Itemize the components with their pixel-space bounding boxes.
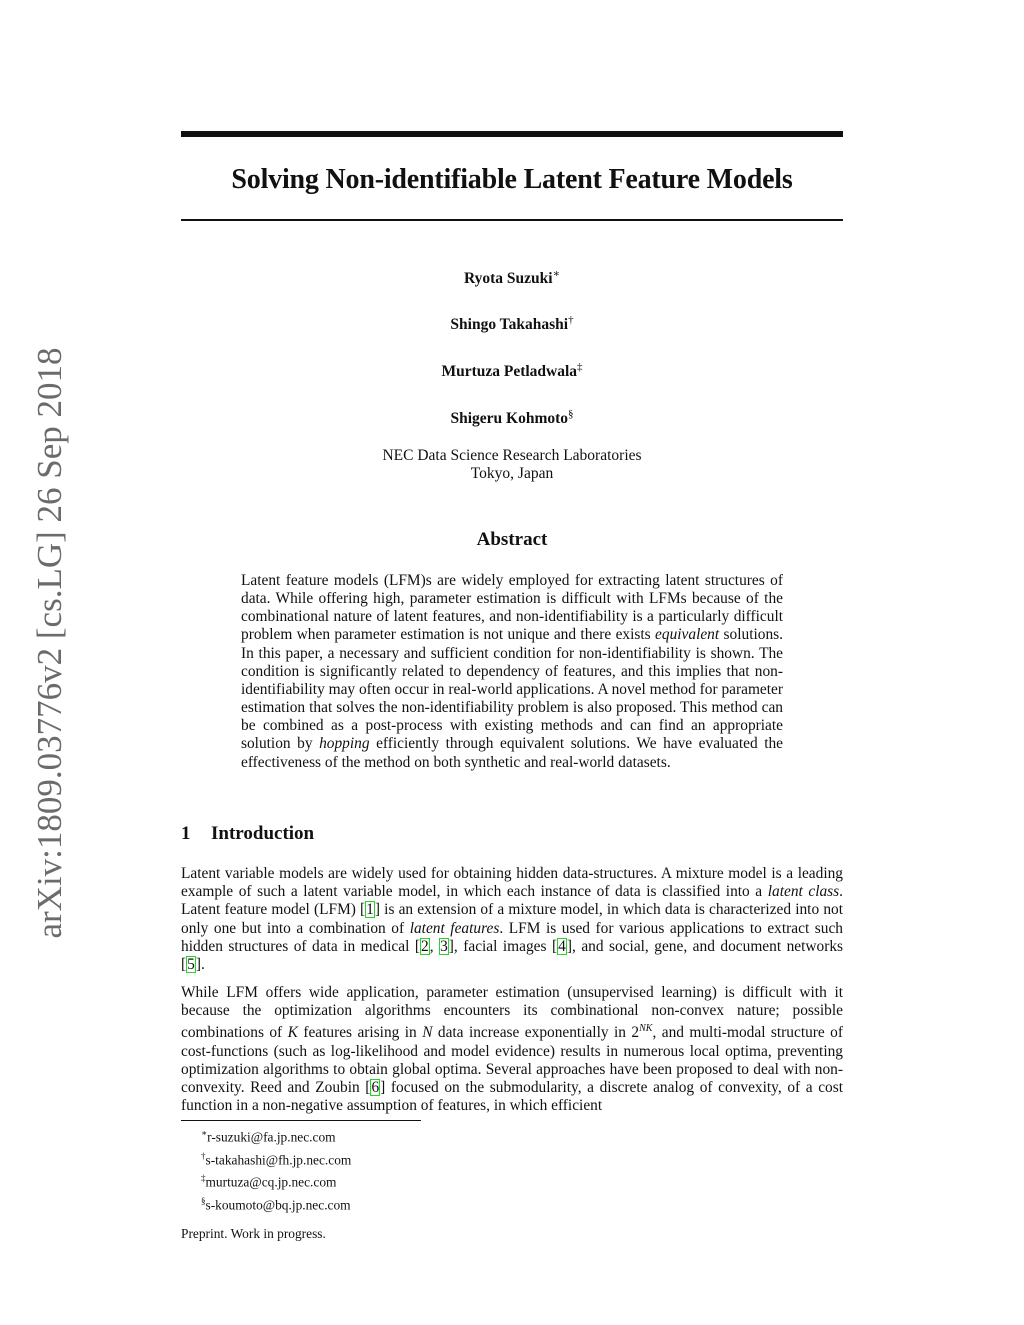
footnote-item: †s-takahashi@fh.jp.nec.com: [201, 1150, 352, 1168]
math-symbol: K: [287, 1024, 298, 1042]
section-title: Introduction: [211, 823, 315, 844]
citation-link[interactable]: 5: [187, 956, 195, 974]
author-name: Ryota Suzuki: [463, 270, 553, 288]
citation-link[interactable]: 1: [366, 901, 374, 919]
author-3: [181, 361, 843, 381]
arxiv-identifier-stamp: arXiv:1809.03776v2 [cs.LG] 26 Sep 2018: [30, 347, 69, 939]
math-symbol: 2: [631, 1024, 640, 1042]
emphasis: latent features: [409, 919, 500, 937]
footnote-item: ‡murtuza@cq.jp.nec.com: [201, 1173, 337, 1190]
emphasis: equivalent: [655, 626, 720, 644]
paper-title: Solving Non-identifiable Latent Feature Models: [231, 164, 793, 195]
author-footnote-mark: †: [568, 314, 574, 326]
emphasis: latent class: [767, 883, 840, 901]
author-name: Shingo Takahashi: [450, 316, 569, 334]
affiliation-location: Tokyo, Japan: [470, 465, 554, 482]
math-symbol: N: [422, 1024, 433, 1042]
title-bottom-rule: [181, 219, 843, 221]
title-top-rule: [181, 131, 843, 137]
author-name: Murtuza Petladwala: [441, 363, 578, 381]
abstract-heading: Abstract: [476, 529, 548, 550]
preprint-note: Preprint. Work in progress.: [181, 1226, 326, 1241]
author-4: [181, 408, 843, 428]
abstract-text: Latent feature models (LFM)s are widely employed for extracting latent structures of data. While offering high, parameter estimation is difficult with LFMs because of the combinational nature of latent features, and non-identifiability is a particularly difficult problem when parameter estimation is not unique and there exists equivalent solutions. In this paper, a necessary and sufficient condition for non-identifiability is shown. The condition is significantly related to dependency of features, and this implies that non-identifiability may often occur in real-world applications. A novel method for parameter estimation that solves the non-identifiability problem is also proposed. This method can be combined as a post-process with existing methods and can find an appropriate solution by hopping efficiently through equivalent solutions. We have evaluated the effectiveness of the method on both synthetic and real-world datasets.: [241, 572, 783, 771]
author-footnote-mark: §: [568, 408, 574, 420]
author-1: [181, 267, 843, 288]
citation-link[interactable]: 6: [371, 1079, 380, 1097]
emphasis: hopping: [319, 735, 370, 753]
author-2: [181, 314, 843, 334]
footnote-item: ∗r-suzuki@fa.jp.nec.com: [201, 1128, 336, 1145]
intro-paragraph-1: Latent variable models are widely used for obtaining hidden data-structures. A mixture model is a leading example of such a latent variable model, in which each instance of data is classified into a latent class. Latent feature model (LFM) [1] is an extension of a mixture model, in which data is characterized into not only one but into a combination of latent features. LFM is used for various applications to extract such hidden structures of data in medical [2, 3], facial images [4], and social, gene, and document networks [5].: [181, 865, 844, 974]
math-exponent: NK: [639, 1023, 653, 1035]
section-heading-introduction: [181, 823, 314, 845]
footnote-item: §s-koumoto@bq.jp.nec.com: [201, 1196, 351, 1213]
citation-link[interactable]: 4: [558, 937, 566, 955]
affiliation-organization: NEC Data Science Research Laboratories: [382, 447, 642, 464]
citation-link[interactable]: 3: [440, 937, 448, 955]
footnotes: [201, 1124, 351, 1215]
intro-paragraph-2: While LFM offers wide application, parameter estimation (unsupervised learning) is difficult with it because the optimization algorithms encounters its combinational non-convex nature; possible combinations of K features arising in N data increase exponentially in $2^{NK}$, and multi-modal structure of cost-functions (such as log-likelihood and model evidence) results in numerous local optima, preventing optimization algorithms to obtain global optima. Several approaches have been proposed to deal with non-convexity. Reed and Zoubin [6] focused on the submodularity, a discrete analog of convexity, of a cost function in a non-negative assumption of features, in which efficient: [181, 984, 844, 1115]
citation-link[interactable]: 2: [421, 937, 429, 955]
author-footnote-mark: ‡: [577, 361, 583, 373]
footnote-rule: [181, 1120, 421, 1121]
author-name: Shigeru Kohmoto: [450, 410, 569, 428]
author-footnote-mark: ∗: [552, 268, 561, 280]
section-number: 1: [181, 823, 191, 844]
